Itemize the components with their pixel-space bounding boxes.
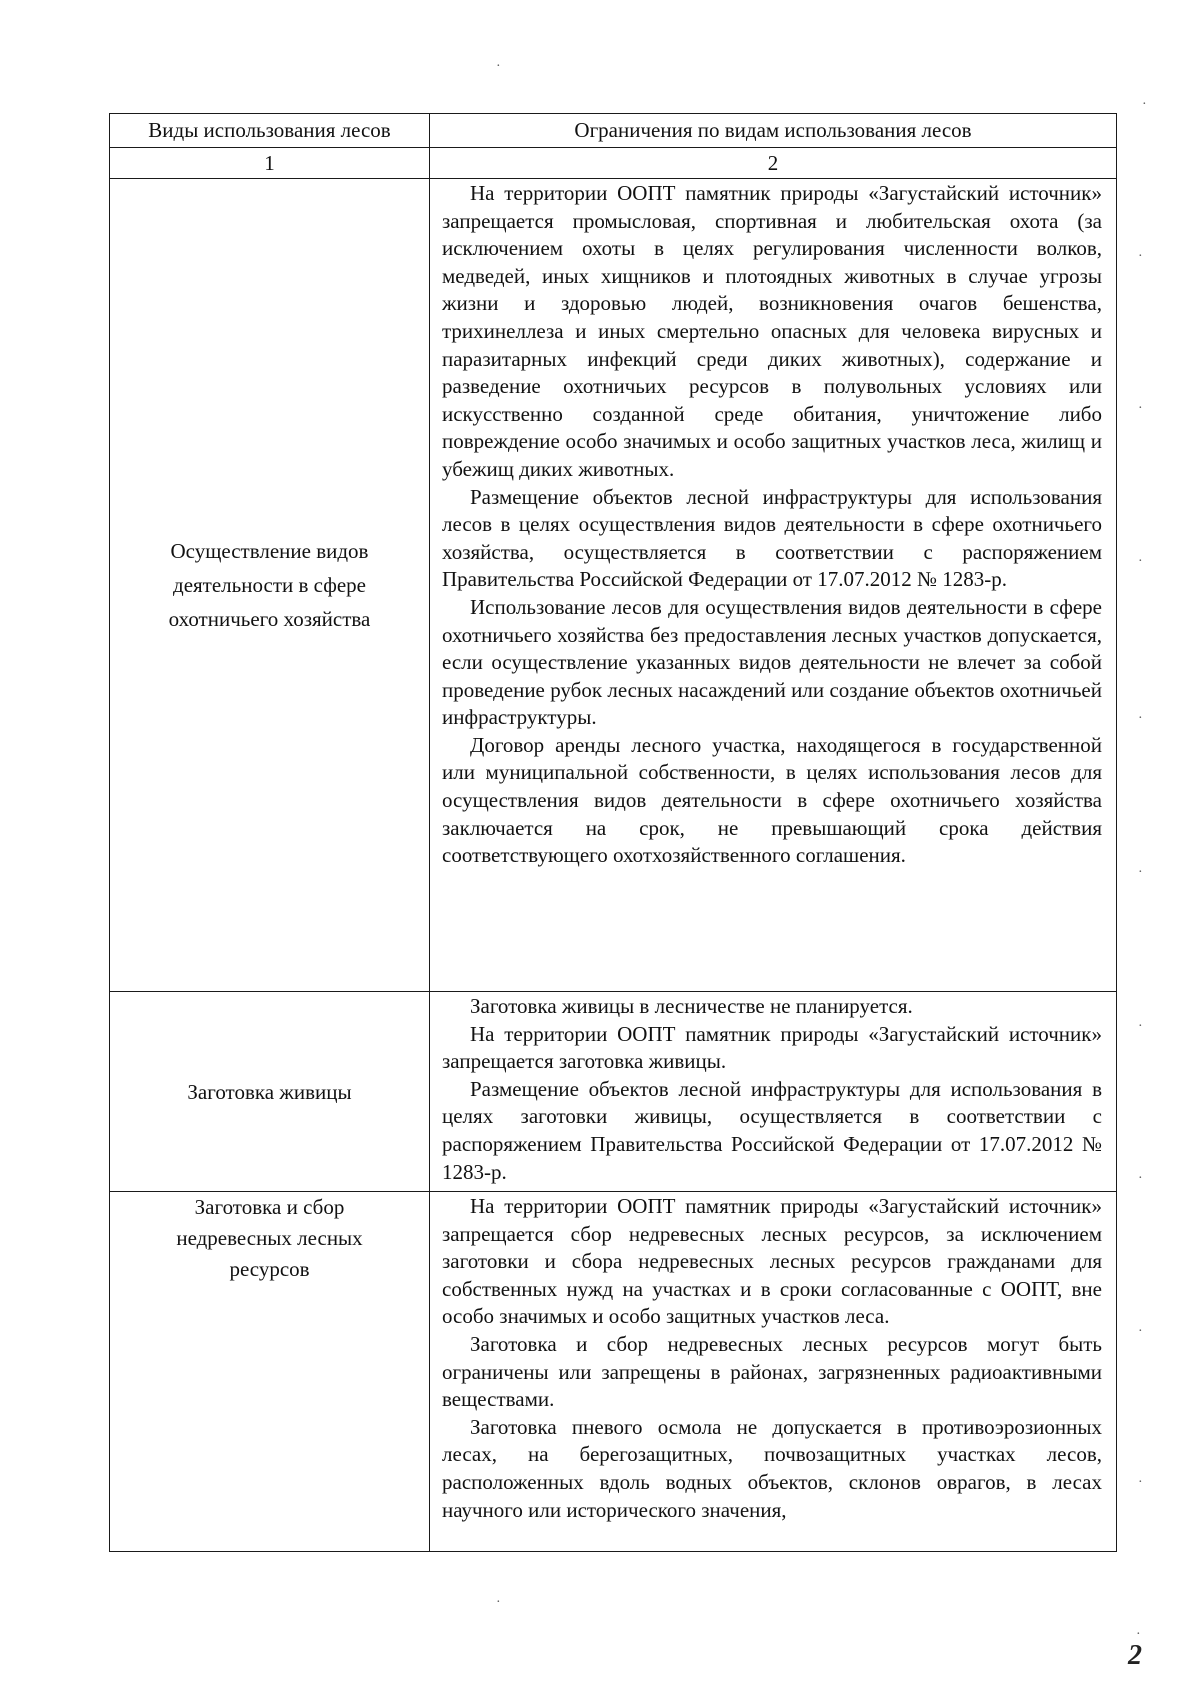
restrictions-non-timber [430, 1192, 1117, 1552]
column-number-row [110, 148, 1117, 179]
column-number-2: 2 [430, 148, 1117, 179]
scan-speck: · [1136, 1627, 1141, 1642]
scan-speck: · [1138, 1324, 1143, 1339]
scan-speck: · [496, 1595, 501, 1610]
scan-speck: · [1138, 249, 1143, 264]
paragraph: Размещение объектов лесной инфраструктуры для использования в целях заготовки живицы, осуществляется в соответствии с распоряжением Правительства Российской Федерации от 17.07.2012 № 1283-р. [442, 1076, 1102, 1184]
paragraph: На территории ООПТ памятник природы «Загустайский источник» запрещается промысловая, спортивная и любительская охота (за исключением охоты в целях регулирования численности волков, медведей, иных хищников и плотоядных животных в случае угрозы жизни и здоровью людей, возникновения очагов бешенства, трихинеллеза и иных смертельно опасных для человека вирусных и паразитарных инфекций среди диких животных), содержание и разведение охотничьих ресурсов в полувольных условиях или искусственно созданной среде обитания, уничтожение либо повреждение особо значимых и особо защитных участков леса, жилищ и убежищ диких животных. [442, 181, 1102, 481]
restrictions-hunting [430, 179, 1117, 992]
header-col2: Ограничения по видам использования лесов [430, 114, 1117, 148]
scan-speck: · [1138, 711, 1143, 726]
scan-speck: · [1138, 1171, 1143, 1186]
use-type-hunting: Осуществление видов деятельности в сфере охотничьего хозяйства [110, 179, 430, 992]
column-number-1: 1 [110, 148, 430, 179]
scan-speck: · [1138, 865, 1143, 880]
restrictions-resin [430, 992, 1117, 1192]
paragraph: Договор аренды лесного участка, находящегося в государственной или муниципальной собственности, в целях использования лесов для осуществления видов деятельности в сфере охотничьего хозяйства заключается на срок, не превышающий срока действия соответствующего охотхозяйственного соглашения. [442, 732, 1102, 868]
paragraph: Заготовка и сбор недревесных лесных ресурсов могут быть ограничены или запрещены в районах, загрязненных радиоактивными веществами. [442, 1331, 1102, 1412]
scan-speck: · [1138, 1475, 1143, 1490]
table-row [110, 179, 1117, 992]
use-type-label: Заготовка и сбор недревесных лесных ресурсов [176, 1195, 363, 1281]
forest-use-table [109, 113, 1117, 1552]
scan-speck: · [1138, 554, 1143, 569]
page-number-text: 2 [1128, 1640, 1142, 1671]
scan-speck: · [1142, 97, 1147, 112]
table-row [110, 1192, 1117, 1552]
header-col1: Виды использования лесов [110, 114, 430, 148]
use-type-non-timber [110, 1192, 430, 1552]
paragraph: На территории ООПТ памятник природы «Загустайский источник» запрещается заготовка живицы. [442, 1021, 1102, 1074]
use-type-resin: Заготовка живицы [110, 992, 430, 1192]
table-row [110, 992, 1117, 1192]
table-header-row [110, 114, 1117, 148]
paragraph: На территории ООПТ памятник природы «Загустайский источник» запрещается сбор недревесных лесных ресурсов, за исключением заготовки и сбора недревесных лесных ресурсов гражданами для собственных нужд на участках и в сроки согласованные с ООПТ, вне особо значимых и особо защитных участков леса. [442, 1194, 1102, 1329]
page-number [1128, 1640, 1142, 1672]
scan-speck: · [496, 59, 501, 74]
paragraph: Заготовка пневого осмола не допускается в противоэрозионных лесах, на берегозащитных, почвозащитных участках лесов, расположенных вдоль водных объектов, склонов оврагов, в лесах научного или исторического значения, [442, 1414, 1102, 1522]
paragraph: Использование лесов для осуществления видов деятельности в сфере охотничьего хозяйства без предоставления лесных участков допускается, если осуществление указанных видов деятельности не влечет за собой проведение рубок лесных насаждений или создание объектов охотничьей инфраструктуры. [442, 594, 1102, 730]
scan-speck: · [1138, 401, 1143, 416]
paragraph: Заготовка живицы в лесничестве не планируется. [470, 994, 913, 1018]
scan-speck: · [1138, 1019, 1143, 1034]
paragraph: Размещение объектов лесной инфраструктуры для использования лесов в целях осуществления видов деятельности в сфере охотничьего хозяйства, осуществляется в соответствии с распоряжением Правительства Российской Федерации от 17.07.2012 № 1283-р. [442, 484, 1102, 592]
